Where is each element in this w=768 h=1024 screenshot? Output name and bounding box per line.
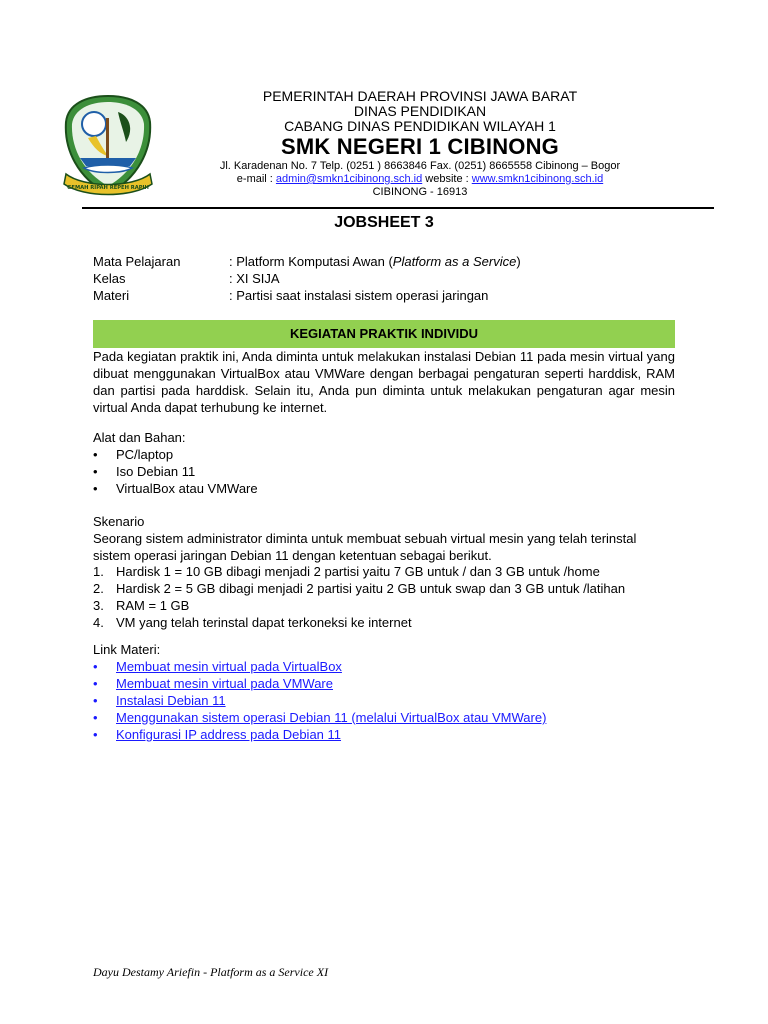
province-emblem-logo [60,92,156,198]
school-name: SMK NEGERI 1 CIBINONG [280,134,559,159]
page-footer: Dayu Destamy Ariefin - Platform as a Service XI [93,965,329,979]
scenario-list [93,563,683,631]
tools-label: Alat dan Bahan: [93,430,186,445]
list-item: • VirtualBox atau VMWare [93,481,258,496]
contact-line: e-mail : admin@smkn1cibinong.sch.id website : www.smkn1cibinong.sch.id [236,173,604,185]
list-item: 1. Hardisk 1 = 10 GB dibagi menjadi 2 partisi yaitu 7 GB untuk / dan 3 GB untuk /home [93,564,600,579]
jobsheet-title: JOBSHEET 3 [334,214,434,231]
header-divider [82,207,714,209]
link-ip-config[interactable]: Konfigurasi IP address pada Debian 11 [116,727,342,742]
list-item: • PC/laptop [93,447,174,462]
department-name: DINAS PENDIDIKAN [353,103,487,119]
tools-list [93,446,683,497]
list-item: 4. VM yang telah terinstal dapat terkoneksi ke internet [93,615,412,630]
school-address: Jl. Karadenan No. 7 Telp. (0251 ) 8663846 Fax. (0251) 8665558 Cibinong – Bogor [219,160,621,172]
intro-paragraph: Pada kegiatan praktik ini, Anda diminta untuk melakukan instalasi Debian 11 pada mesin virtual yang dibuat menggunakan VirtualBox atau VMWare dengan berbagai pengaturan seperti harddisk, RAM dan partisi pada harddisk. Selain itu, Anda pun diminta untuk melakukan pengaturan agar mesin virtual Anda dapat terhubung ke internet. [93,349,675,415]
list-item: 2. Hardisk 2 = 5 GB dibagi menjadi 2 partisi yaitu 2 GB untuk swap dan 3 GB untuk /latihan [93,581,626,596]
list-item: • Menggunakan sistem operasi Debian 11 (melalui VirtualBox atau VMWare) [93,710,547,725]
scenario-text: Seorang sistem administrator diminta untuk membuat sebuah virtual mesin yang telah terinstal sistem operasi jaringan Debian 11 dengan ketentuan sebagai berikut. [93,531,637,563]
scenario-label: Skenario [93,514,145,529]
link-install-debian[interactable]: Instalasi Debian 11 [116,693,226,708]
branch-name: CABANG DINAS PENDIDIKAN WILAYAH 1 [284,118,556,134]
city-postcode: CIBINONG - 16913 [372,186,468,198]
list-item: • Instalasi Debian 11 [93,693,226,708]
list-item: • Membuat mesin virtual pada VMWare [93,676,333,691]
document-page: GEMAH RIPAH REPEH RAPIH PEMERINTAH DAERAH PROVINSI JAWA BARAT DINAS PENDIDIKAN CABANG DINAS PENDIDIKAN WILAYAH 1 SMK NEGERI 1 CIBINONG Jl. Karadenan No. 7 Telp. (0251 ) 8663846 Fax. (0251) 8665558 Cibinong – Bogor e-mail : admin@smkn1cibinong.sch.id website : www.smkn1cibinong.sch.id CIBINONG - 16913 JOBSHEET 3 Mata Pelajaran : Platform Komputasi Awan (Platform as a Service) Kelas : XI SIJA Materi : Partisi saat instalasi sistem operasi jaringan KEGIATAN PRAKTIK INDIVIDU Pada kegiatan praktik ini, Anda diminta untuk melakukan instalasi Debian 11 pada mesin virtual yang dibuat menggunakan VirtualBox atau VMWare dengan berbagai pengaturan seperti harddisk, RAM dan partisi pada harddisk. Selain itu, Anda pun diminta untuk melakukan pengaturan agar mesin virtual Anda dapat terhubung ke internet. Alat dan Bahan: • PC/laptop • Iso Debian 11 • VirtualBox atau VMWare Skenario Seorang sistem administrator diminta untuk membuat sebuah virtual mesin yang telah terinstal sistem operasi jaringan Debian 11 dengan ketentuan sebagai berikut. 1. Hardisk 1 = 10 GB dibagi menjadi 2 partisi yaitu 7 GB untuk / dan 3 GB untuk /home 2. Hardisk 2 = 5 GB dibagi menjadi 2 partisi yaitu 2 GB untuk swap dan 3 GB untuk /latihan 3. RAM = 1 GB 4. VM yang telah terinstal dapat terkoneksi ke internet Link Materi: • Membuat mesin virtual pada VirtualBox • Membuat mesin virtual pada VMWare • Instalasi Debian 11 • Menggunakan sistem operasi Debian 11 (melalui VirtualBox atau VMWare) • Konfigurasi IP address pada Debian 11 Dayu Destamy Ariefin - Platform as a Service XI [0,0,768,1024]
links-list [93,658,683,743]
svg-text:GEMAH RIPAH REPEH RAPIH: GEMAH RIPAH REPEH RAPIH [67,185,149,191]
email-link[interactable]: admin@smkn1cibinong.sch.id [275,173,423,185]
links-label: Link Materi: [93,642,161,657]
link-use-debian[interactable]: Menggunakan sistem operasi Debian 11 (melalui VirtualBox atau VMWare) [116,710,547,725]
list-item: • Membuat mesin virtual pada VirtualBox [93,659,342,674]
government-name: PEMERINTAH DAERAH PROVINSI JAWA BARAT [262,88,578,104]
list-item: • Konfigurasi IP address pada Debian 11 [93,727,342,742]
activity-banner: KEGIATAN PRAKTIK INDIVIDU [93,320,675,348]
website-link[interactable]: www.smkn1cibinong.sch.id [471,173,604,185]
link-vmware-vm[interactable]: Membuat mesin virtual pada VMWare [116,676,333,691]
list-item: 3. RAM = 1 GB [93,598,190,613]
link-virtualbox-vm[interactable]: Membuat mesin virtual pada VirtualBox [116,659,342,674]
list-item: • Iso Debian 11 [93,464,196,479]
